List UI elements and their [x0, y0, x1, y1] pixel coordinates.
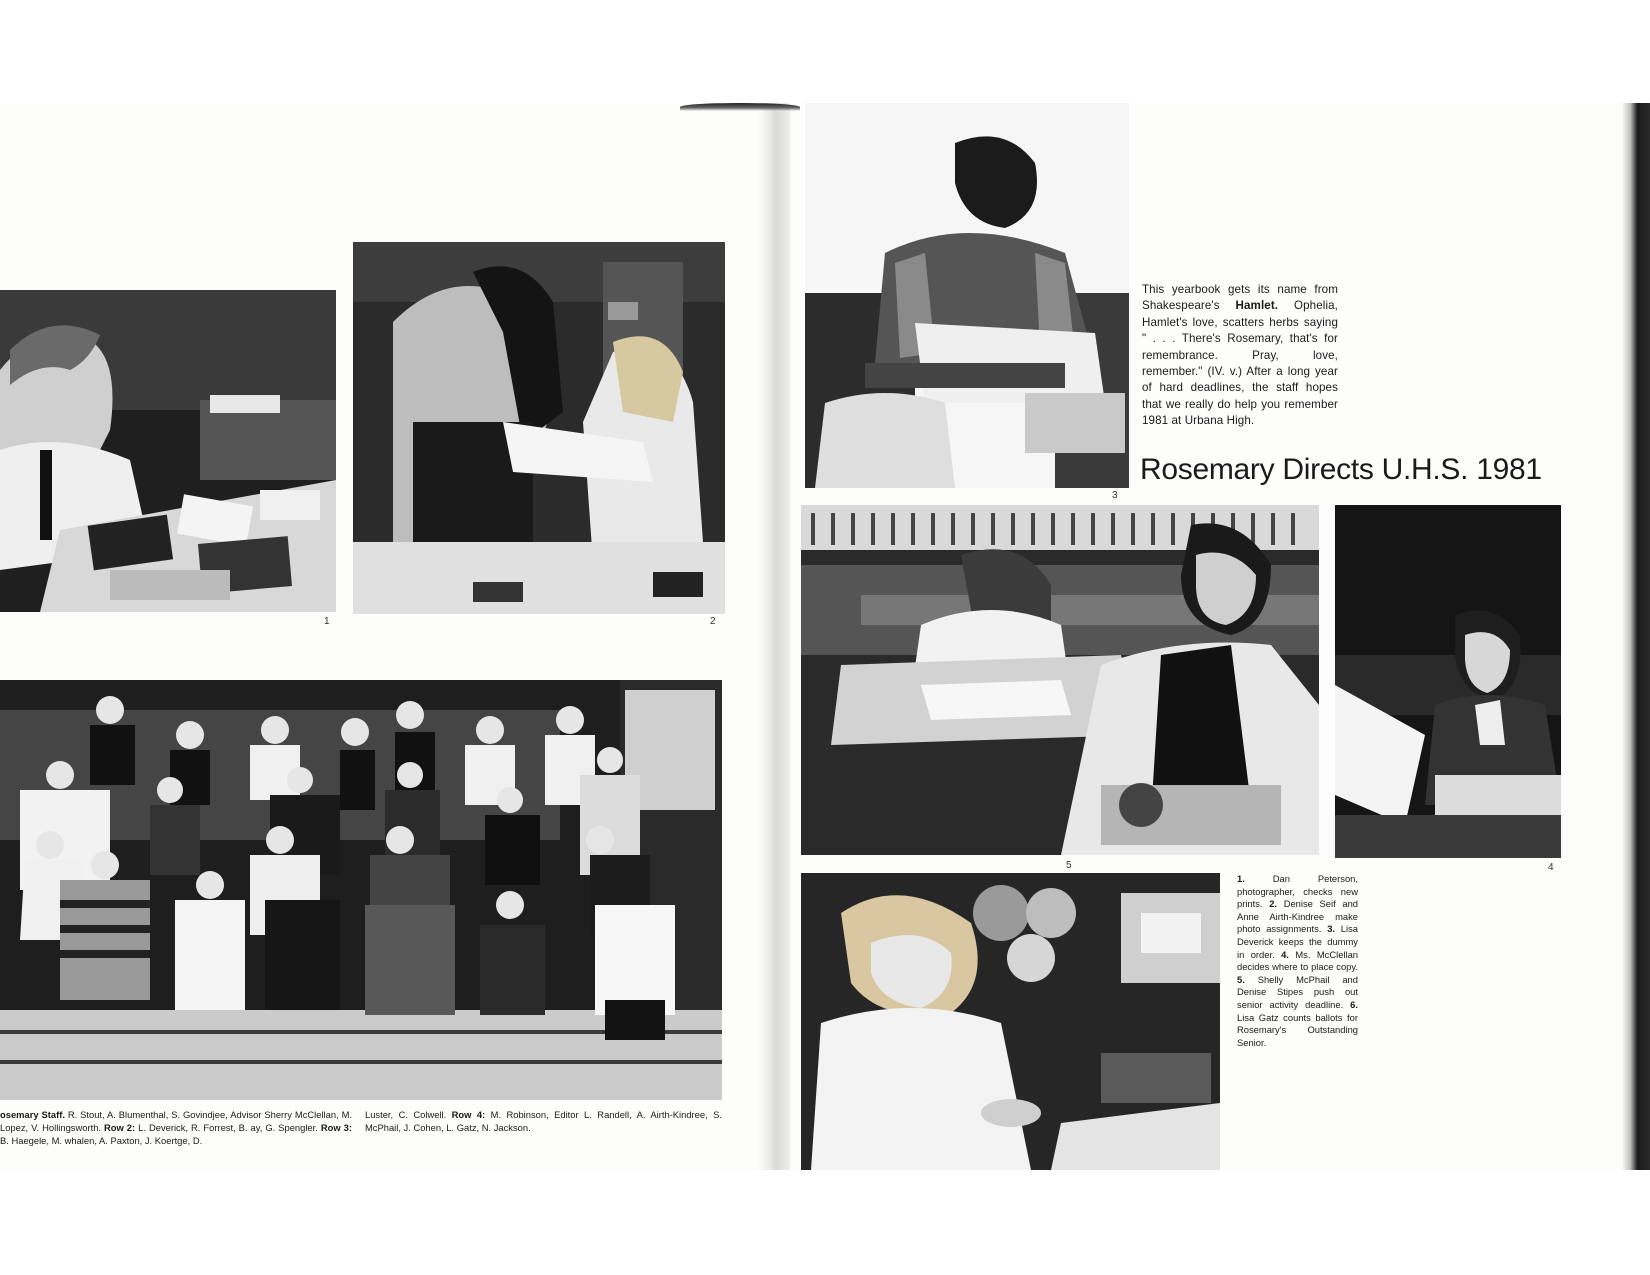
figure-number-4: 4: [1548, 862, 1554, 873]
figure-number-1: 1: [324, 616, 330, 627]
photo-4-advisor: [1335, 505, 1561, 858]
page-gutter: [758, 103, 790, 1170]
photo-6-ballots: [801, 873, 1220, 1170]
page-headline: Rosemary Directs U.H.S. 1981: [1140, 453, 1542, 486]
staff-caption-col2: Luster, C. Colwell. Row 4: M. Robinson, Editor L. Randell, A. Airth-Kindree, S. McPhail, J. Cohen, L. Gatz, N. Jackson.: [365, 1109, 722, 1134]
figure-number-5: 5: [1066, 860, 1072, 871]
intro-paragraph: This yearbook gets its name from Shakespeare's Hamlet. Ophelia, Hamlet's love, scatters herbs saying " . . . There's Rosemary, that's for remembrance. Pray, love, remember." (IV. v.) After a long year of hard deadlines, the staff hopes that we really do help you remember 1981 at Urbana High.: [1142, 283, 1338, 428]
figure-number-3: 3: [1112, 490, 1118, 501]
figure-number-2: 2: [710, 616, 716, 627]
spine-shadow: [680, 103, 800, 111]
photo-2-assignments: [353, 242, 725, 614]
page-edge: [1622, 103, 1650, 1170]
staff-caption-col1: osemary Staff. R. Stout, A. Blumenthal, S. Govindjee, Advisor Sherry McClellan, M. Lopez, V. Hollingsworth. Row 2: L. Deverick, R. Forrest, B. ay, G. Spengler. Row 3: B. Haegele, M. whalen, A. Paxton, J. Koertge, D.: [0, 1109, 352, 1147]
intro-bold-title: Hamlet.: [1235, 299, 1279, 313]
photo-3-dummy: [805, 103, 1129, 488]
photo-5-deadline: [801, 505, 1319, 855]
photo-captions: 1. Dan Peterson, photographer, checks new prints. 2. Denise Seif and Anne Airth-Kindree make photo assignments. 3. Lisa Deverick keeps the dummy in order. 4. Ms. McClellan decides where to place copy. 5. Shelly McPhail and Denise Stipes push out senior activity deadline. 6. Lisa Gatz counts ballots for Rosemary's Outstanding Senior.: [1237, 873, 1359, 1048]
photo-staff-group: [0, 680, 722, 1100]
photo-1-photographer: [0, 290, 336, 612]
